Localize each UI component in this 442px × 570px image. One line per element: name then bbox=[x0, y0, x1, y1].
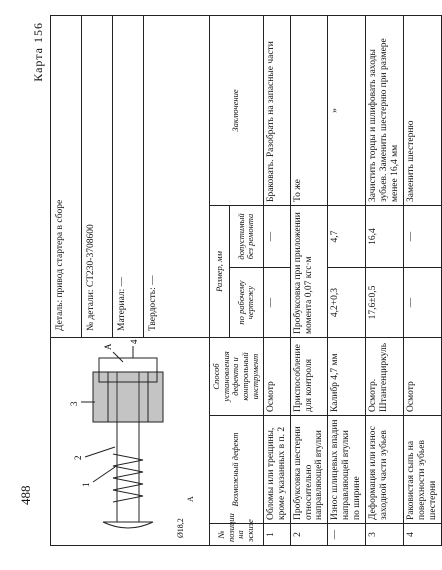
part-hardness: Твердость: — bbox=[148, 275, 158, 331]
row-defect: Раковистая сыпь на поверхности зубьев шестерни bbox=[403, 416, 441, 524]
part-info-block bbox=[51, 16, 210, 338]
card-label: Карта 156 bbox=[31, 22, 45, 82]
sketch-label-3: 3 bbox=[69, 401, 79, 406]
row-defect: Износ шлицевых впадин направляющей втулки по ширине bbox=[328, 416, 366, 524]
row-defect: Обломы или трещины, кроме указанных в п. 2 bbox=[263, 416, 290, 524]
row-no: 1 bbox=[263, 524, 290, 546]
defect-table bbox=[50, 15, 442, 546]
row-method: Калибр 4,7 мм bbox=[328, 338, 366, 416]
table-row bbox=[403, 16, 441, 546]
row-conclusion: Зачистить торцы и шлифовать заходы зубьев. Заменить шестерню при размере менее 16,4 мм bbox=[366, 16, 404, 206]
part-name: Деталь: привод стартера в сборе bbox=[51, 16, 82, 337]
header-size-drawing: по рабочему чертежу bbox=[230, 268, 264, 338]
header-method: Способ установления дефекта и контрольный инструмент bbox=[209, 338, 263, 416]
table-row bbox=[290, 16, 328, 546]
sketch-label-2: 2 bbox=[73, 455, 83, 460]
header-size-group: Размер, мм bbox=[209, 206, 229, 338]
sketch-dimension: Ø18,2 bbox=[176, 518, 185, 538]
table-row bbox=[328, 16, 366, 546]
row-size-allowed: — bbox=[263, 206, 290, 268]
row-method: Осмотр. Штангенциркуль bbox=[366, 338, 404, 416]
row-size-allowed: — bbox=[403, 206, 441, 268]
row-size-drawing: — bbox=[403, 268, 441, 338]
technical-card bbox=[26, 16, 438, 546]
row-conclusion: Браковать. Разобрать на запасные части bbox=[263, 16, 290, 206]
header-conclusion: Заключение bbox=[209, 16, 263, 206]
sketch-cell bbox=[51, 338, 210, 546]
row-size-allowed: 16,4 bbox=[366, 206, 404, 268]
table-row bbox=[366, 16, 404, 546]
sketch-label-bottom-A: А bbox=[186, 496, 195, 502]
starter-drive-sketch bbox=[53, 336, 203, 542]
header-size-allowed: допустимый без ремонта bbox=[230, 206, 264, 268]
row-no: — bbox=[328, 524, 366, 546]
row-conclusion: » bbox=[328, 16, 366, 206]
sketch-label-1: 1 bbox=[81, 482, 91, 487]
row-size-drawing: — bbox=[263, 268, 290, 338]
row-size-drawing: 4,2+0,3 bbox=[328, 268, 366, 338]
sketch-label-A: А bbox=[103, 343, 113, 350]
row-no: 4 bbox=[403, 524, 441, 546]
row-no: 2 bbox=[290, 524, 328, 546]
header-defect: Возможный дефект bbox=[209, 416, 263, 524]
row-size-drawing: 17,6±0,5 bbox=[366, 268, 404, 338]
table-row bbox=[263, 16, 290, 546]
part-material: Материал: — bbox=[113, 16, 144, 337]
row-defect: Деформация или износ заходной части зубьев bbox=[366, 416, 404, 524]
row-size-drawing: Пробуксовка при приложении момента 0,07 кгс·м bbox=[290, 206, 328, 338]
row-conclusion: Заменить шестерню bbox=[403, 16, 441, 206]
row-method: Осмотр bbox=[263, 338, 290, 416]
row-conclusion: То же bbox=[290, 16, 328, 206]
row-size-allowed: 4,7 bbox=[328, 206, 366, 268]
page-number: 488 bbox=[18, 485, 33, 505]
header-pos-no: № позиции на эскизе bbox=[209, 524, 263, 546]
part-number: № детали: СТ230-3708600 bbox=[82, 16, 113, 337]
row-method: Приспособление для контроля bbox=[290, 338, 328, 416]
sketch-label-4: 4 bbox=[129, 339, 139, 344]
row-method: Осмотр bbox=[403, 338, 441, 416]
row-no: 3 bbox=[366, 524, 404, 546]
row-defect: Пробуксовка шестерни относительно направляющей втулки bbox=[290, 416, 328, 524]
